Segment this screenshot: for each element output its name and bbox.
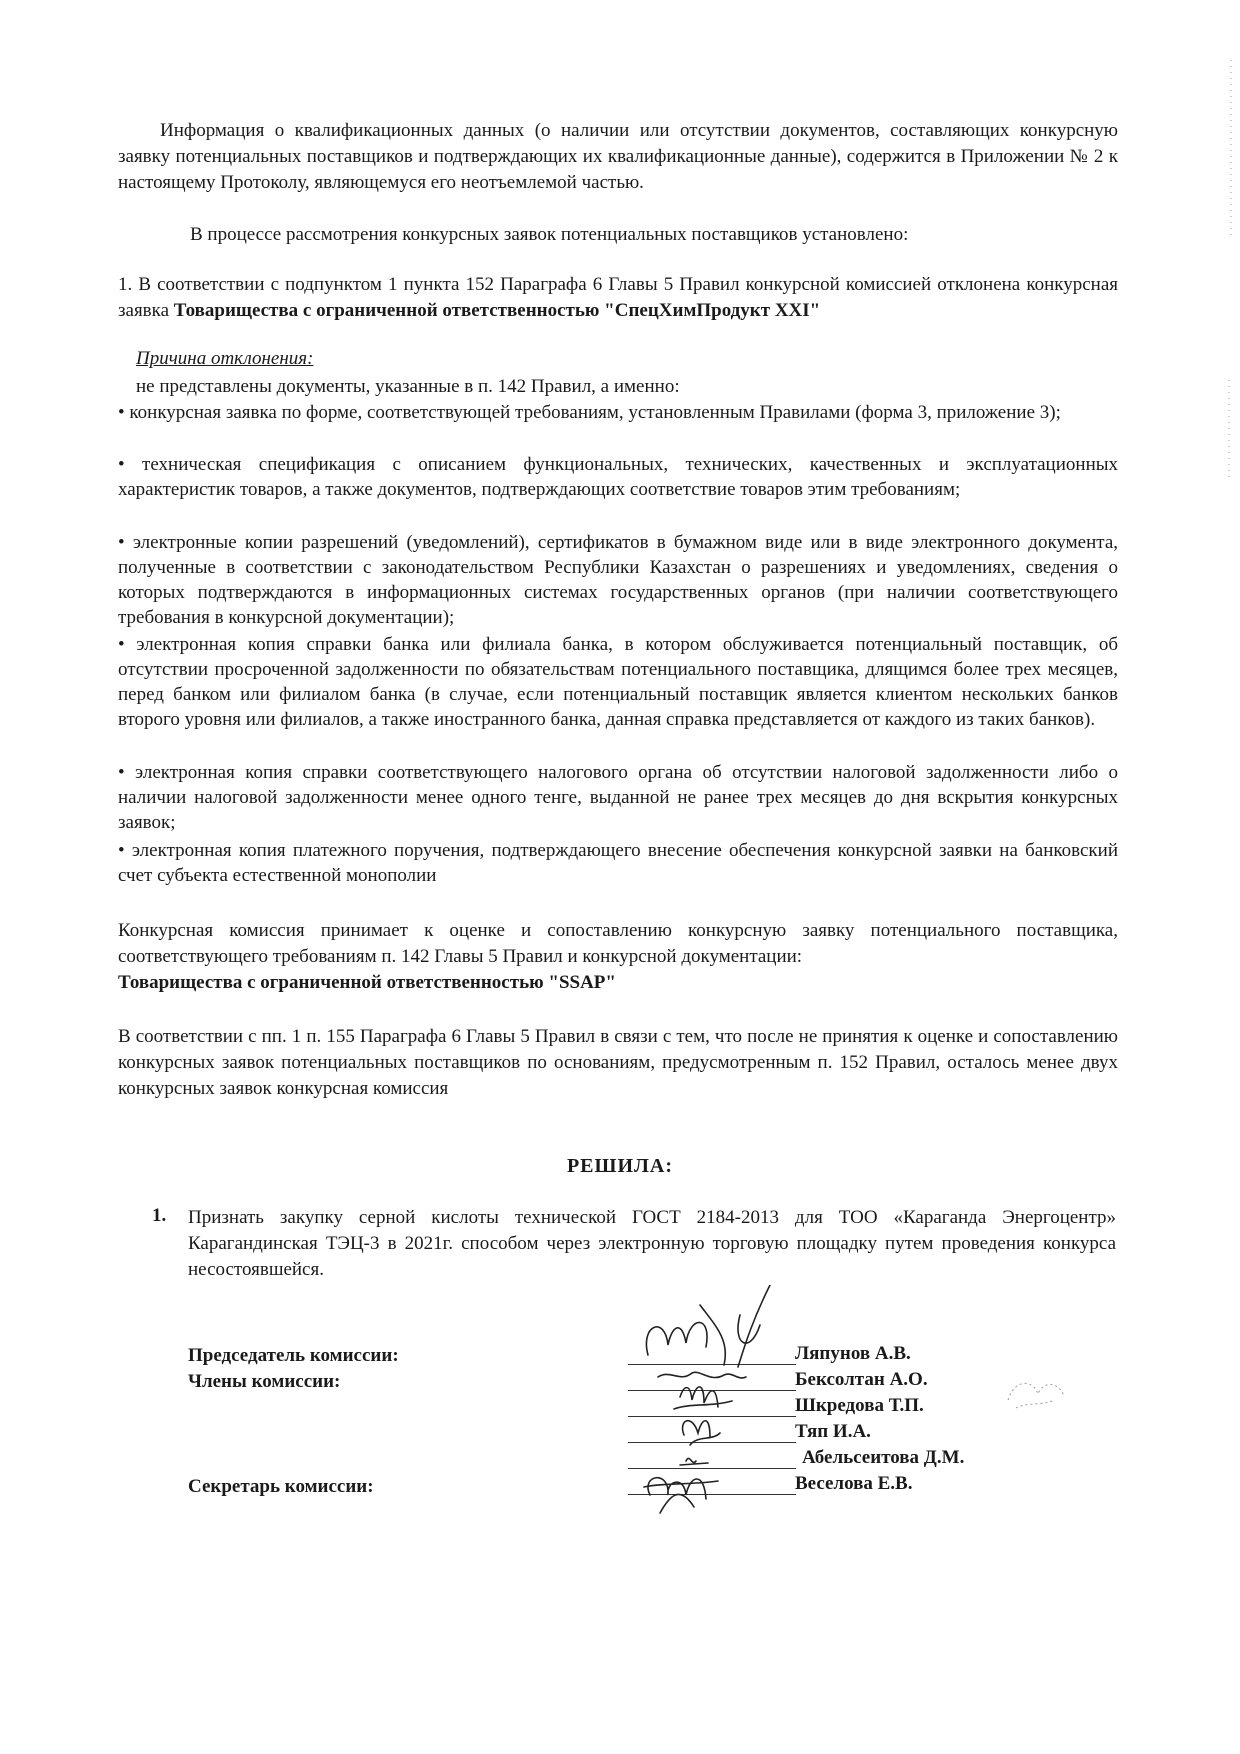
decision-title: РЕШИЛА: <box>566 1155 674 1177</box>
scan-edge-marks <box>1225 60 1237 480</box>
signatory-name: Ляпунов А.В. <box>795 1343 911 1364</box>
rejection-reason-intro: не представлены документы, указанные в п. 142 Правил, а именно: <box>136 376 680 397</box>
rejection-item-6: • электронная копия платежного поручения, подтверждающего внесение обеспечения конкурсной заявки на банковский счет субъекта естественной монополии <box>118 840 1118 886</box>
rejection-item-3: • электронные копии разрешений (уведомлений), сертификатов в бумажном виде или в виде электронного документа, полученные в соответствии с законодательством Республики Казахстан о разрешениях и уведомлениях, сведения о которых подтверждаются в информационных системах государственных органов (при наличии соответствующего требования в конкурсной документации); <box>118 532 1118 628</box>
rejection-paragraph <box>118 272 1118 324</box>
signatory-name: Абельсеитова Д.М. <box>802 1447 965 1468</box>
rejection-reason-label: Причина отклонения: <box>136 348 314 369</box>
rejection-item-5: • электронная копия справки соответствующего налогового органа об отсутствии налоговой задолженности либо о наличии налоговой задолженности менее одного тенге, выданной не ранее трех месяцев до дня вскрытия конкурсных заявок; <box>118 762 1118 833</box>
acceptance-paragraph <box>118 918 1118 996</box>
decision-number: 1. <box>152 1205 167 1226</box>
acceptance-text: Конкурсная комиссия принимает к оценке и сопоставлению конкурсную заявку потенциального поставщика, соответствующего требованиям п. 142 Главы 5 Правил и конкурсной документации: <box>118 920 1118 967</box>
signatory-name: Тяп И.А. <box>795 1421 871 1442</box>
signatory-name: Бексолтан А.О. <box>795 1369 928 1390</box>
faint-stamp-mark <box>1002 1370 1072 1420</box>
signatory-name: Веселова Е.В. <box>795 1473 913 1494</box>
secretary-label: Секретарь комиссии: <box>188 1476 374 1497</box>
rejection-item-4: • электронная копия справки банка или филиала банка, в котором обслуживается потенциальный поставщик, об отсутствии просроченной задолженности по обязательствам потенциального поставщика, длящимся более трех месяцев, перед банком или филиалом банка (в случае, если потенциальный поставщик является клиентом нескольких банков второго уровня или филиалов, а также иностранного банка, данная справка представляется от каждого из таких банков). <box>118 634 1118 730</box>
rejection-item-1: • конкурсная заявка по форме, соответствующей требованиям, установленным Правилами (форма 3, приложение 3); <box>118 402 1061 423</box>
decision-text: Признать закупку серной кислоты технической ГОСТ 2184-2013 для ТОО «Караганда Энергоцентр» Карагандинская ТЭЦ-3 в 2021г. способом через электронную торговую площадку путем проведения конкурса несостоявшейся. <box>188 1207 1116 1280</box>
intro-paragraph: Информация о квалификационных данных (о наличии или отсутствии документов, составляющих конкурсную заявку потенциальных поставщиков и подтверждающих их квалификационные данные), содержится в Приложении № 2 к настоящему Протоколу, являющемуся его неотъемлемой частью. <box>118 120 1118 193</box>
rejection-item-2: • техническая спецификация с описанием функциональных, технических, качественных и эксплуатационных характеристик товаров, а также документов, подтверждающих соответствие товаров этим требованиям; <box>118 454 1118 500</box>
rejection-text: 1. В соответствии с подпунктом 1 пункта 152 Параграфа 6 Главы 5 Правил конкурсной комиссией отклонена конкурсная заявка <box>118 274 1118 321</box>
handwritten-signatures <box>620 1285 820 1515</box>
signatory-name: Шкредова Т.П. <box>795 1395 924 1416</box>
accepted-company: Товарищества с ограниченной ответственностью "SSAP" <box>118 972 616 993</box>
review-intro: В процессе рассмотрения конкурсных заявок потенциальных поставщиков установлено: <box>190 224 909 245</box>
rejected-company: Товарищества с ограниченной ответственностью "СпецХимПродукт XXI" <box>173 300 821 321</box>
members-label: Члены комиссии: <box>188 1371 341 1392</box>
conclusion-paragraph: В соответствии с пп. 1 п. 155 Параграфа 6 Главы 5 Правил в связи с тем, что после не принятия к оценке и сопоставлению конкурсных заявок потенциальных поставщиков по основаниям, предусмотренным п. 152 Правил, осталось менее двух конкурсных заявок конкурсная комиссия <box>118 1026 1118 1099</box>
chairman-label: Председатель комиссии: <box>188 1345 399 1366</box>
